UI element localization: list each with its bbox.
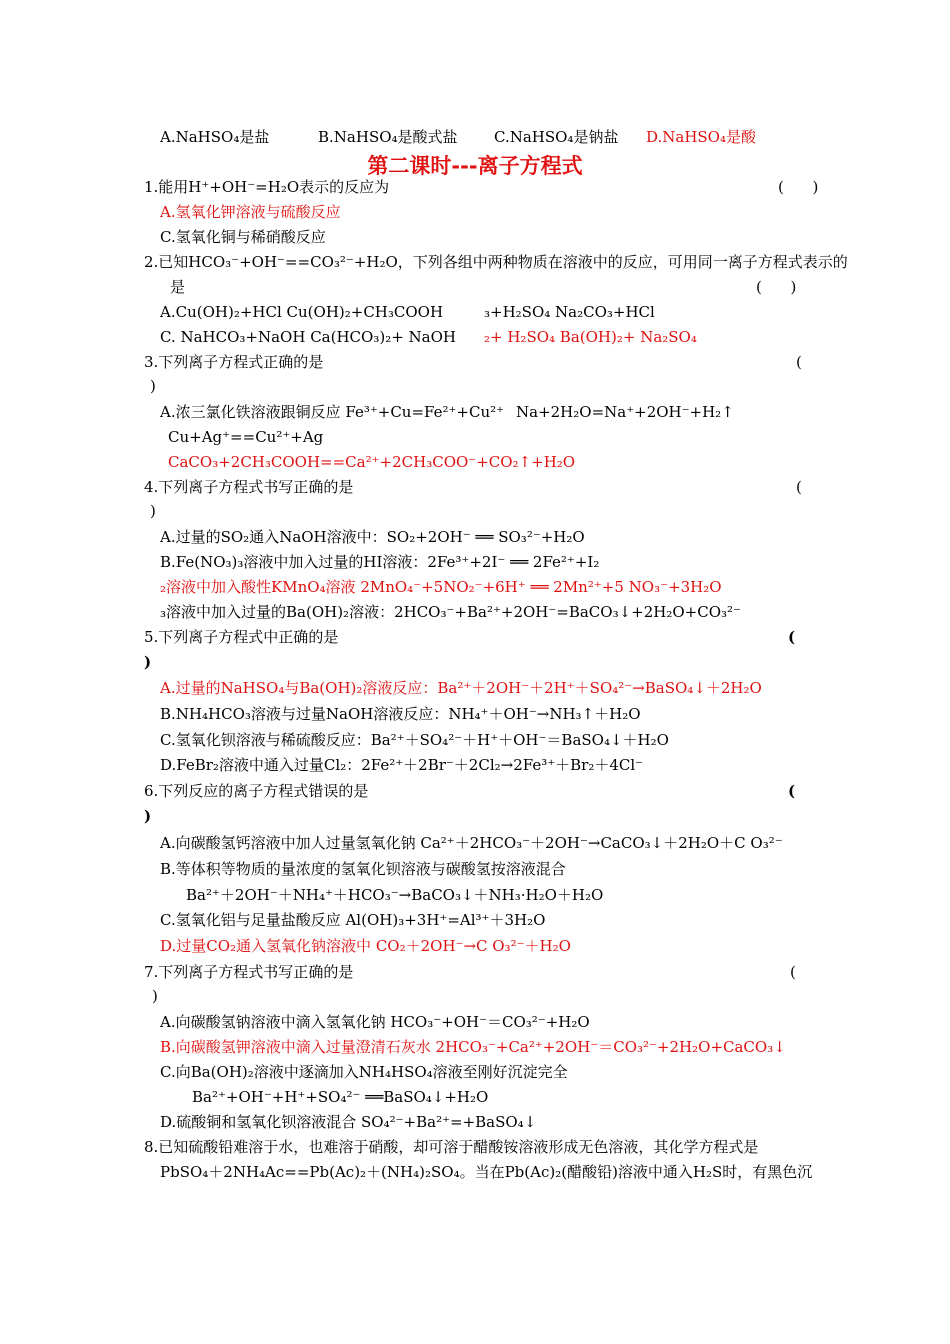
q4-option-c: ₂溶液中加入酸性KMnO₄溶液 2MnO₄⁻+5NO₂⁻+6H⁺ ══ 2Mn²⁺+5 NO₃⁻+3H₂O: [160, 578, 722, 596]
q2-answer-paren: ( ): [756, 278, 797, 296]
prev-option-a: A.NaHSO₄是盐: [160, 128, 270, 146]
q6-paren-open: (: [788, 782, 796, 800]
q4-option-b: B.Fe(NO₃)₃溶液中加入过量的HI溶液：2Fe³⁺+2I⁻ ══ 2Fe²⁺+I₂: [160, 553, 600, 571]
q7-option-a: A.向碳酸氢钠溶液中滴入氢氧化钠 HCO₃⁻+OH⁻＝CO₃²⁻+H₂O: [160, 1013, 590, 1031]
prev-option-d: D.NaHSO₄是酸: [646, 128, 756, 146]
q2-stem: 2.已知HCO₃⁻+OH⁻==CO₃²⁻+H₂O，下列各组中两种物质在溶液中的反应，可用同一离子方程式表示的: [144, 253, 848, 271]
q7-paren-close: ): [152, 987, 158, 1005]
q8-line-2: PbSO₄＋2NH₄Ac==Pb(Ac)₂＋(NH₄)₂SO₄。当在Pb(Ac)₂(醋酸铅)溶液中通入H₂S时，有黑色沉: [160, 1163, 813, 1181]
q5-option-a: A.过量的NaHSO₄与Ba(OH)₂溶液反应：Ba²⁺＋2OH⁻＋2H⁺＋SO₄²⁻→BaSO₄↓＋2H₂O: [160, 679, 762, 697]
q6-option-b: B.等体积等物质的量浓度的氢氧化钡溶液与碳酸氢按溶液混合: [160, 860, 566, 878]
q2-option-d: ₂+ H₂SO₄ Ba(OH)₂+ Na₂SO₄: [484, 328, 697, 346]
q2-option-b: ₃+H₂SO₄ Na₂CO₃+HCl: [484, 303, 655, 321]
q5-option-d: D.FeBr₂溶液中通入过量Cl₂：2Fe²⁺＋2Br⁻＋2Cl₂→2Fe³⁺＋Br₂＋4Cl⁻: [160, 756, 644, 774]
q5-option-b: B.NH₄HCO₃溶液与过量NaOH溶液反应：NH₄⁺＋OH⁻→NH₃↑＋H₂O: [160, 705, 641, 723]
q1-option-a: A.氢氧化钾溶液与硫酸反应: [160, 203, 341, 221]
q3-paren-close: ): [150, 377, 156, 395]
q4-paren-open: (: [796, 478, 802, 496]
q2-option-a: A.Cu(OH)₂+HCl Cu(OH)₂+CH₃COOH: [160, 303, 444, 321]
prev-option-c: C.NaHSO₄是钠盐: [494, 128, 619, 146]
q8-line-1: 8.已知硫酸铅难溶于水，也难溶于硝酸，却可溶于醋酸铵溶液形成无色溶液，其化学方程式是: [144, 1138, 759, 1156]
q2-option-c: C. NaHCO₃+NaOH Ca(HCO₃)₂+ NaOH: [160, 328, 456, 346]
q6-option-d: D.过量CO₂通入氢氧化钠溶液中 CO₂＋2OH⁻→C O₃²⁻＋H₂O: [160, 937, 571, 955]
q6-option-c: C.氢氧化铝与足量盐酸反应 Al(OH)₃+3H⁺=Al³⁺＋3H₂O: [160, 911, 546, 929]
q7-stem: 7.下列离子方程式书写正确的是: [144, 963, 354, 981]
q1-stem: 1.能用H⁺+OH⁻=H₂O表示的反应为: [144, 178, 390, 196]
q1-option-c: C.氢氧化铜与稀硝酸反应: [160, 228, 326, 246]
q3-stem: 3.下列离子方程式正确的是: [144, 353, 324, 371]
q4-stem: 4.下列离子方程式书写正确的是: [144, 478, 354, 496]
q6-paren-close: ): [144, 807, 152, 825]
q5-option-c: C.氢氧化钡溶液与稀硫酸反应：Ba²⁺＋SO₄²⁻＋H⁺＋OH⁻＝BaSO₄↓＋H₂O: [160, 731, 669, 749]
q3-option-a: A.浓三氯化铁溶液跟铜反应 Fe³⁺+Cu=Fe²⁺+Cu²⁺: [160, 403, 505, 421]
q1-answer-paren: ( ): [778, 178, 819, 196]
section-title: 第二课时---离子方程式: [367, 154, 583, 178]
q3-option-c: Cu+Ag⁺==Cu²⁺+Ag: [168, 428, 324, 446]
prev-option-b: B.NaHSO₄是酸式盐: [318, 128, 458, 146]
q4-option-d: ₃溶液中加入过量的Ba(OH)₂溶液：2HCO₃⁻+Ba²⁺+2OH⁻=BaCO₃↓+2H₂O+CO₃²⁻: [160, 603, 741, 621]
q5-stem: 5.下列离子方程式中正确的是: [144, 628, 339, 646]
q3-option-b: Na+2H₂O=Na⁺+2OH⁻+H₂↑: [516, 403, 734, 421]
q6-option-b-equation: Ba²⁺＋2OH⁻＋NH₄⁺＋HCO₃⁻→BaCO₃↓＋NH₃·H₂O＋H₂O: [186, 886, 604, 904]
q5-paren-close: ): [144, 653, 152, 671]
q6-option-a: A.向碳酸氢钙溶液中加人过量氢氧化钠 Ca²⁺＋2HCO₃⁻＋2OH⁻→CaCO₃↓＋2H₂O＋C O₃²⁻: [160, 834, 783, 852]
q7-option-d: D.硫酸铜和氢氧化钡溶液混合 SO₄²⁻+Ba²⁺=+BaSO₄↓: [160, 1113, 537, 1131]
q7-option-b: B.向碳酸氢钾溶液中滴入过量澄清石灰水 2HCO₃⁻+Ca²⁺+2OH⁻＝CO₃²⁻+2H₂O+CaCO₃↓: [160, 1038, 786, 1056]
q3-paren-open: (: [796, 353, 802, 371]
q4-paren-close: ): [150, 502, 156, 520]
q3-option-d: CaCO₃+2CH₃COOH==Ca²⁺+2CH₃COO⁻+CO₂↑+H₂O: [168, 453, 576, 471]
q5-paren-open: (: [788, 628, 796, 646]
q2-stem-cont: 是: [170, 278, 186, 296]
q7-option-c: C.向Ba(OH)₂溶液中逐滴加入NH₄HSO₄溶液至刚好沉淀完全: [160, 1063, 568, 1081]
q6-stem: 6.下列反应的离子方程式错误的是: [144, 782, 369, 800]
q4-option-a: A.过量的SO₂通入NaOH溶液中：SO₂+2OH⁻ ══ SO₃²⁻+H₂O: [160, 528, 585, 546]
q7-paren-open: (: [790, 963, 796, 981]
q7-option-c-equation: Ba²⁺+OH⁻+H⁺+SO₄²⁻ ══BaSO₄↓+H₂O: [192, 1088, 489, 1106]
